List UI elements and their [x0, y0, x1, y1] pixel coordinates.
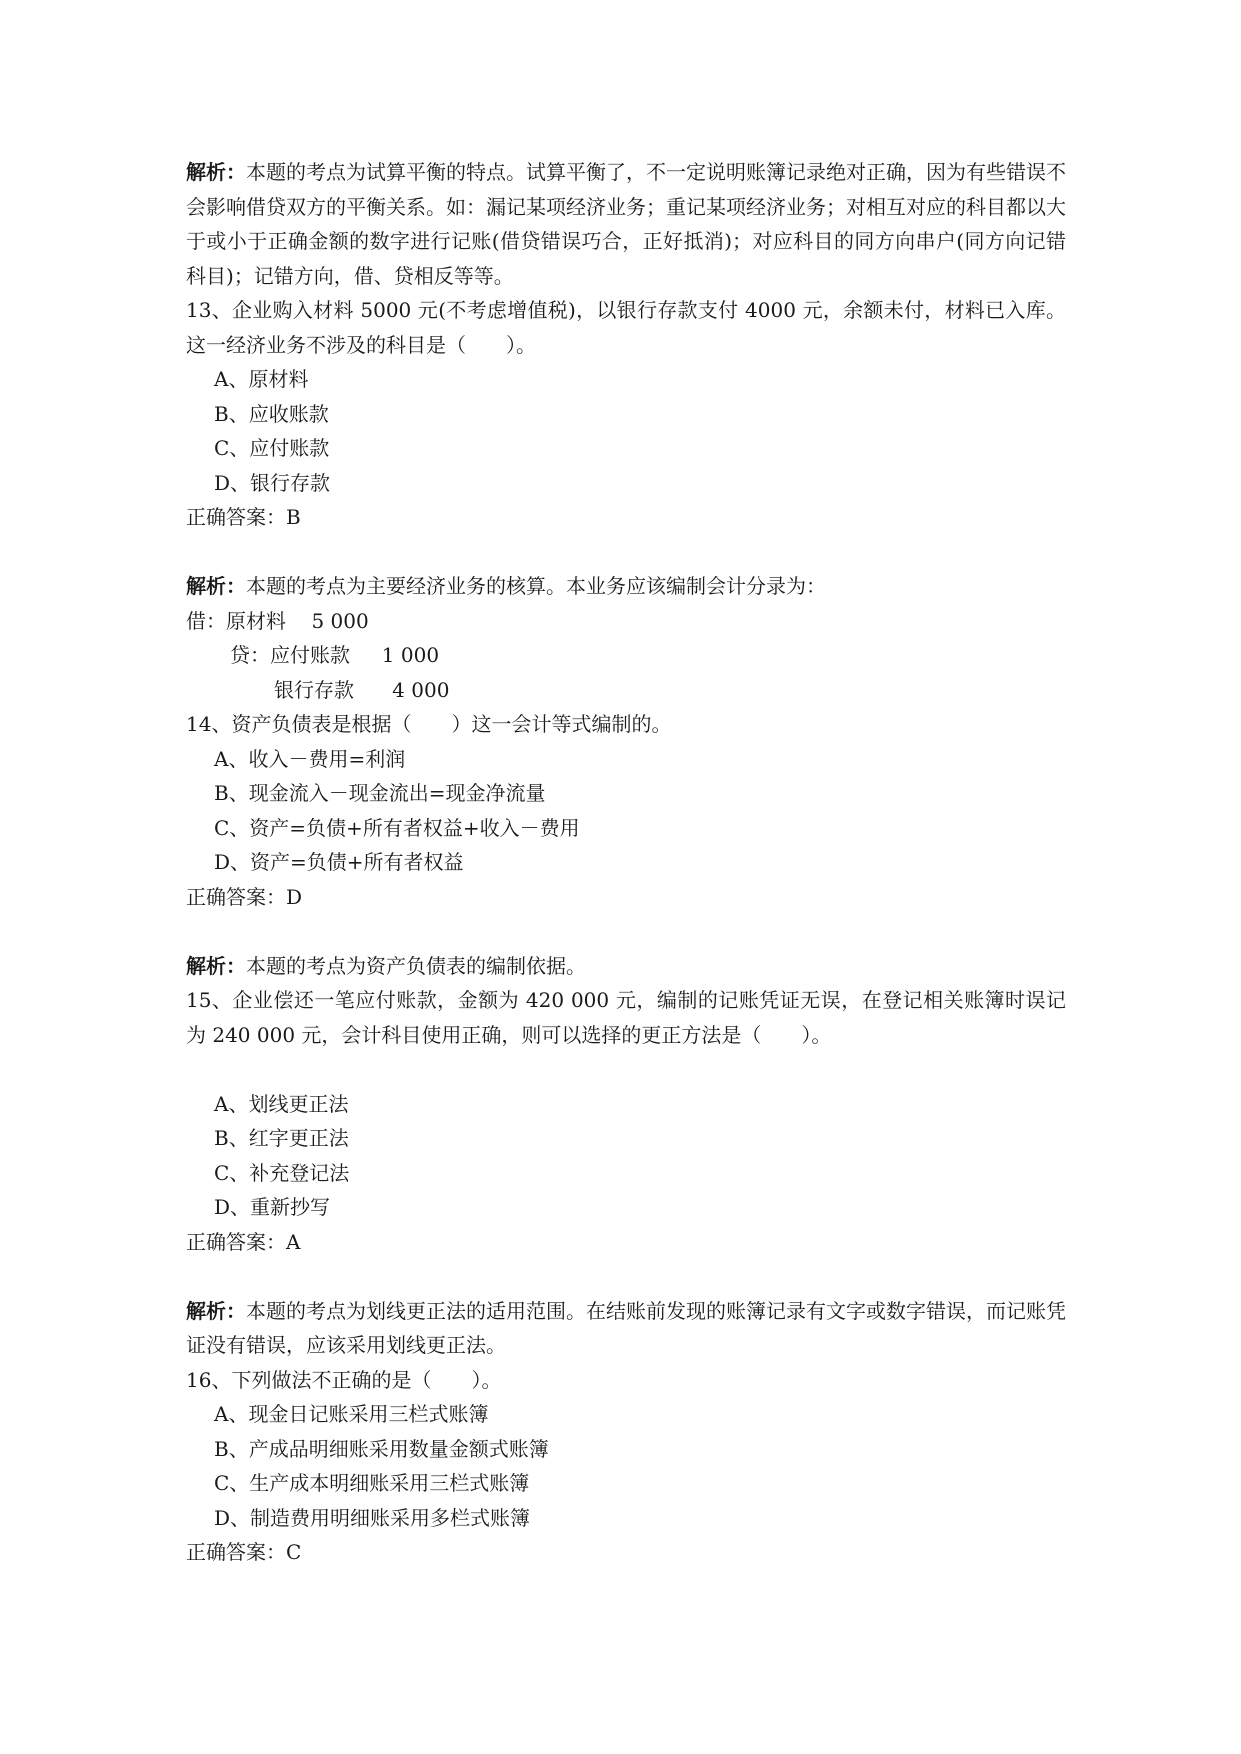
- analysis-text: 本题的考点为试算平衡的特点。试算平衡了，不一定说明账簿记录绝对正确，因为有些错误不会影响借贷双方的平衡关系。如：漏记某项经济业务；重记某项经济业务；对相互对应的科目都以大于或小于正确金额的数字进行记账(借贷错误巧合，正好抵消)；对应科目的同方向串户(同方向记错科目)；记错方向，借、贷相反等等。: [186, 160, 1066, 288]
- q13-option-b: B、应收账款: [214, 401, 329, 426]
- q16-option-c: C、生产成本明细账采用三栏式账簿: [214, 1471, 530, 1495]
- q15-option-b: B、红字更正法: [214, 1126, 349, 1150]
- credit-account-2: 银行存款: [274, 677, 354, 702]
- q14-answer: 正确答案：D: [186, 884, 303, 909]
- q13-option-d: D、银行存款: [214, 470, 331, 495]
- analysis-text: 本题的考点为资产负债表的编制依据。: [246, 953, 586, 978]
- q14-option-a: A、收入－费用=利润: [214, 746, 406, 771]
- analysis-label: 解析：: [186, 953, 246, 978]
- journal-entry-credit-2: [186, 673, 1066, 708]
- credit-amount-1: 1 000: [381, 643, 440, 667]
- q15-analysis: [186, 1294, 1066, 1363]
- question-13: 13、企业购入材料 5000 元(不考虑增值税)，以银行存款支付 4000 元，余额未付，材料已入库。这一经济业务不涉及的科目是（ ）。: [186, 298, 1066, 357]
- question-15: 15、企业偿还一笔应付账款，金额为 420 000 元，编制的记账凭证无误，在登记相关账簿时误记为 240 000 元，会计科目使用正确，则可以选择的更正方法是（ ）。: [186, 988, 1066, 1047]
- q16-option-a: A、现金日记账采用三栏式账簿: [214, 1402, 489, 1426]
- q12-analysis: [186, 155, 1066, 293]
- debit-amount: 5 000: [311, 608, 369, 633]
- q13-option-c: C、应付账款: [214, 436, 330, 460]
- credit-amount-2: 4 000: [392, 677, 450, 702]
- spacer: [186, 1259, 1066, 1294]
- analysis-label: 解析：: [186, 574, 246, 598]
- q14-option-d: D、资产=负债+所有者权益: [214, 850, 464, 874]
- q15-option-d: D、重新抄写: [214, 1195, 331, 1219]
- spacer: [186, 535, 1066, 570]
- q15-option-a: A、划线更正法: [214, 1091, 349, 1116]
- journal-entry-debit: [186, 604, 1066, 639]
- analysis-label: 解析：: [186, 1298, 246, 1323]
- q14-option-b: B、现金流入－现金流出=现金净流量: [214, 781, 546, 805]
- question-14: 14、资产负债表是根据（ ）这一会计等式编制的。: [186, 712, 672, 736]
- question-16: 16、下列做法不正确的是（ ）。: [186, 1367, 502, 1392]
- debit-account: 借：原材料: [186, 608, 286, 633]
- analysis-text: 本题的考点为主要经济业务的核算。本业务应该编制会计分录为：: [246, 574, 826, 598]
- q16-option-b: B、产成品明细账采用数量金额式账簿: [214, 1436, 549, 1461]
- q13-analysis: [186, 569, 1066, 604]
- analysis-text: 本题的考点为划线更正法的适用范围。在结账前发现的账簿记录有文字或数字错误，而记账凭证没有错误，应该采用划线更正法。: [186, 1298, 1066, 1357]
- spacer: [186, 914, 1066, 949]
- journal-entry-credit-1: [186, 638, 1066, 673]
- spacer: [186, 1052, 1066, 1087]
- credit-account-1: 贷：应付账款: [230, 643, 350, 667]
- q13-answer: 正确答案：B: [186, 505, 301, 529]
- q16-option-d: D、制造费用明细账采用多栏式账簿: [214, 1505, 531, 1530]
- document-page: [186, 155, 1066, 1570]
- q15-answer: 正确答案：A: [186, 1229, 301, 1254]
- q13-option-a: A、原材料: [214, 367, 309, 391]
- analysis-label: 解析：: [186, 160, 246, 184]
- q16-answer: 正确答案：C: [186, 1540, 302, 1564]
- q14-option-c: C、资产=负债+所有者权益+收入－费用: [214, 815, 580, 840]
- q14-analysis: [186, 949, 1066, 984]
- q15-option-c: C、补充登记法: [214, 1160, 350, 1185]
